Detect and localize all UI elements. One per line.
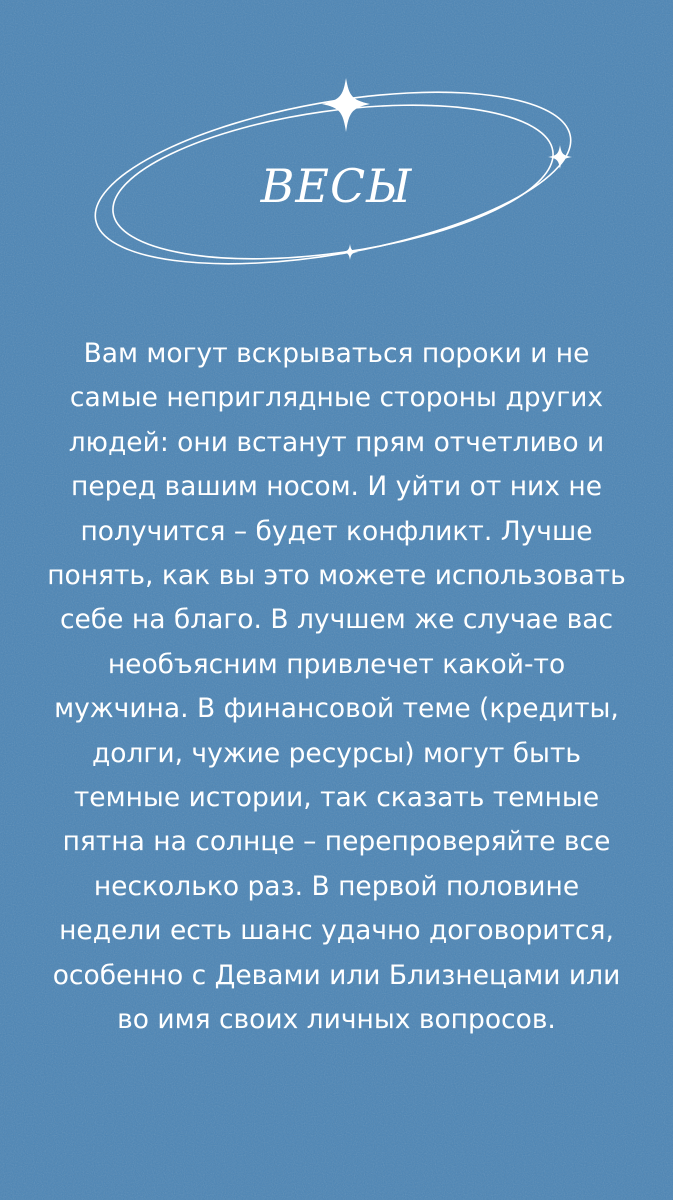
text-line: долги, чужие ресурсы) могут быть	[91, 737, 582, 769]
text-line: мужчина. В финансовой теме (кредиты,	[54, 693, 619, 725]
text-line: несколько раз. В первой половине	[93, 870, 580, 902]
text-line: перед вашим носом. И уйти от них не	[71, 471, 602, 503]
text-line: необъясним привлечет какой-то	[107, 648, 566, 680]
text-line: недели есть шанс удачно договорится,	[59, 915, 614, 947]
text-line: темные истории, так сказать темные	[73, 782, 600, 814]
text-line: самые неприглядные стороны других	[69, 382, 604, 414]
text-line: себе на благо. В лучшем же случае вас	[59, 604, 614, 636]
horoscope-text	[40, 332, 633, 1043]
text-line: во имя своих личных вопросов.	[117, 1004, 556, 1036]
text-line: пятна на солнце – перепроверяйте все	[62, 826, 611, 858]
text-line: понять, как вы это можете использовать	[47, 560, 626, 592]
text-line: людей: они встанут прям отчетливо и	[68, 426, 605, 458]
zodiac-title: ВЕСЫ	[260, 159, 413, 213]
text-line: особенно с Девами или Близнецами или	[52, 959, 621, 991]
text-line: Вам могут вскрываться пороки и не	[83, 338, 590, 369]
star-sparkle-icon	[342, 244, 358, 260]
text-line: получится – будет конфликт. Лучше	[80, 515, 593, 547]
star-sparkle-icon	[322, 78, 370, 132]
